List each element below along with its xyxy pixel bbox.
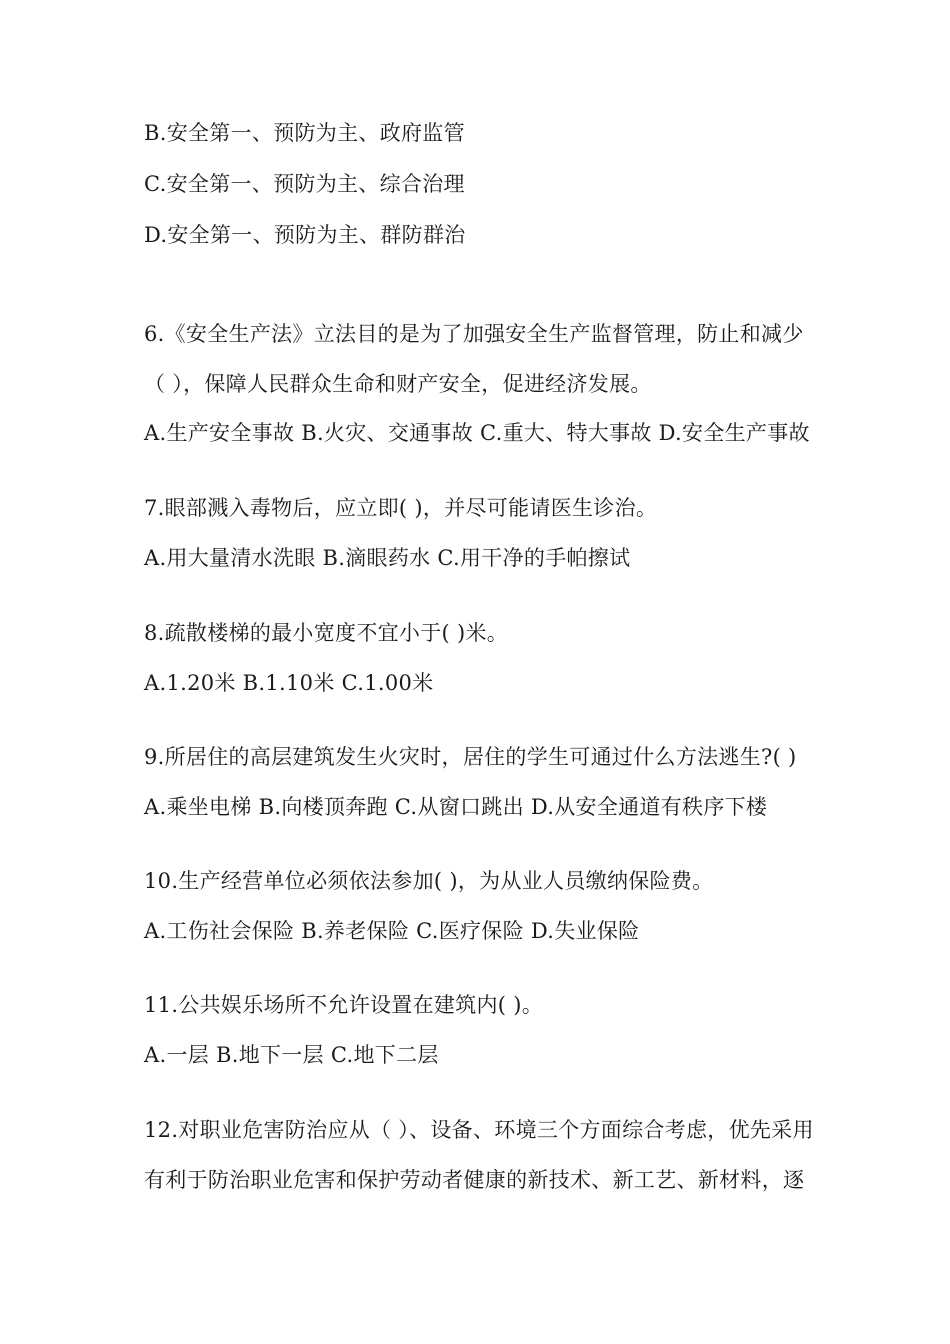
q6-text-line-1: 6.《安全生产法》立法目的是为了加强安全生产监督管理，防止和减少 bbox=[144, 322, 804, 346]
q10-text: 10.生产经营单位必须依法参加( )，为从业人员缴纳保险费。 bbox=[144, 869, 714, 893]
q6-options: A.生产安全事故 B.火灾、交通事故 C.重大、特大事故 D.安全生产事故 bbox=[144, 421, 810, 445]
q7-text: 7.眼部溅入毒物后，应立即( )，并尽可能请医生诊治。 bbox=[144, 496, 658, 520]
q8-options: A.1.20米 B.1.10米 C.1.00米 bbox=[144, 671, 434, 695]
q8-text: 8.疏散楼梯的最小宽度不宜小于( )米。 bbox=[144, 621, 509, 645]
q6-text-line-2: （ ），保障人民群众生命和财产安全，促进经济发展。 bbox=[144, 372, 652, 396]
q5-option-c: C.安全第一、预防为主、综合治理 bbox=[144, 172, 465, 196]
q5-option-d: D.安全第一、预防为主、群防群治 bbox=[144, 223, 466, 247]
q9-options: A.乘坐电梯 B.向楼顶奔跑 C.从窗口跳出 D.从安全通道有秩序下楼 bbox=[144, 795, 768, 819]
q12-text-line-2: 有利于防治职业危害和保护劳动者健康的新技术、新工艺、新材料，逐 bbox=[144, 1168, 805, 1192]
q11-text: 11.公共娱乐场所不允许设置在建筑内( )。 bbox=[144, 993, 544, 1017]
q5-option-b: B.安全第一、预防为主、政府监管 bbox=[144, 121, 465, 145]
q12-text-line-1: 12.对职业危害防治应从（ ）、设备、环境三个方面综合考虑，优先采用 bbox=[144, 1118, 814, 1142]
q9-text: 9.所居住的高层建筑发生火灾时，居住的学生可通过什么方法逃生?( ) bbox=[144, 745, 797, 769]
q11-options: A.一层 B.地下一层 C.地下二层 bbox=[144, 1043, 439, 1067]
q7-options: A.用大量清水洗眼 B.滴眼药水 C.用干净的手帕擦试 bbox=[144, 546, 631, 570]
q10-options: A.工伤社会保险 B.养老保险 C.医疗保险 D.失业保险 bbox=[144, 919, 640, 943]
